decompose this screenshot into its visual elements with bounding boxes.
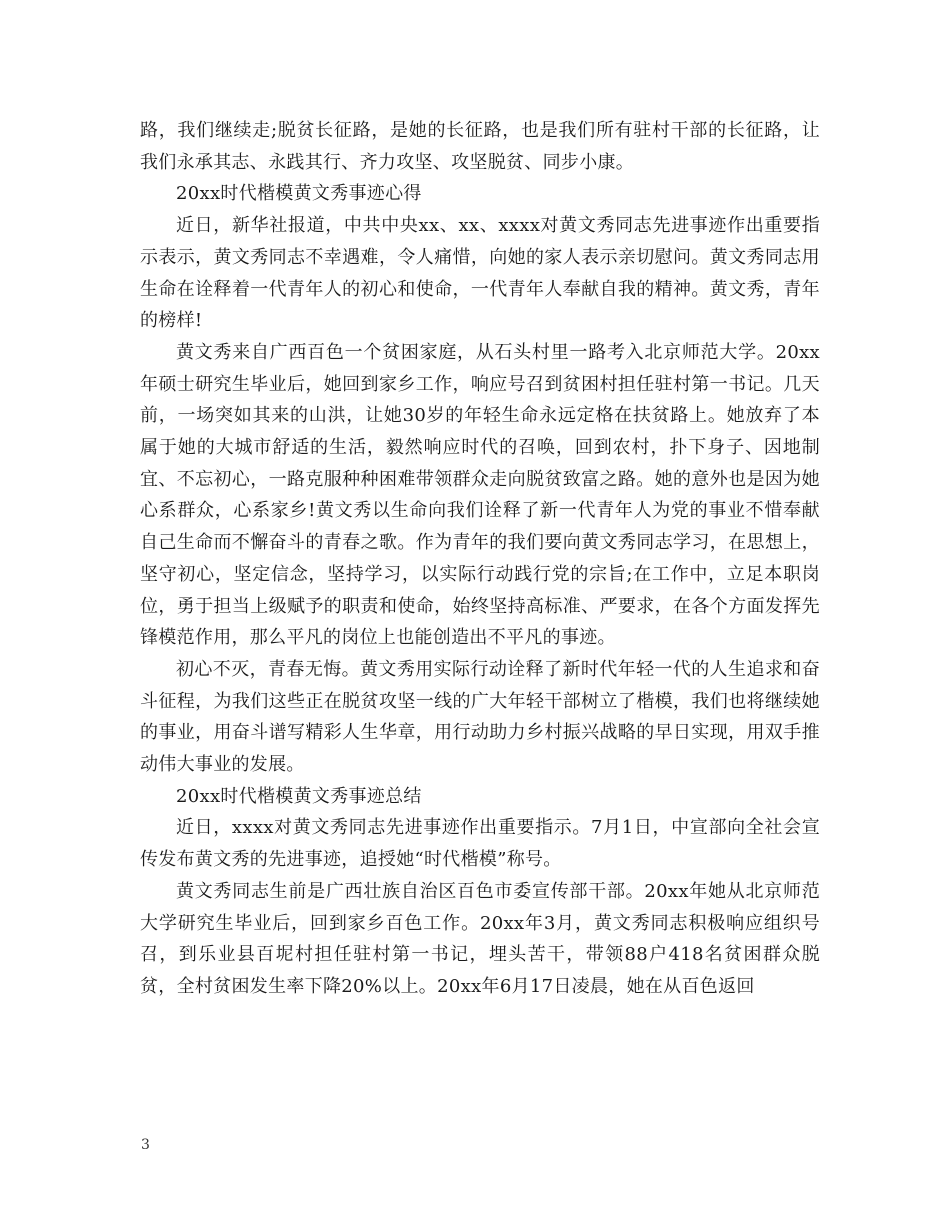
paragraph-3: 黄文秀来自广西百色一个贫困家庭，从石头村里一路考入北京师范大学。20xx年硕士研究生毕业后，她回到家乡工作，响应号召到贫困村担任驻村第一书记。几天前，一场突如其来的山洪，让她30岁的年轻生命永远定格在扶贫路上。她放弃了本属于她的大城市舒适的生活，毅然响应时代的召唤，回到农村，扑下身子、因地制宜、不忘初心，一路克服种种困难带领群众走向脱贫致富之路。她的意外也是因为她心系群众，心系家乡!黄文秀以生命向我们诠释了新一代青年人为党的事业不惜奉献自己生命而不懈奋斗的青春之歌。作为青年的我们要向黄文秀同志学习，在思想上，坚守初心，坚定信念，坚持学习，以实际行动践行党的宗旨;在工作中，立足本职岗位，勇于担当上级赋予的职责和使命，始终坚持高标准、严要求，在各个方面发挥先锋模范作用，那么平凡的岗位上也能创造出不平凡的事迹。 [140, 341, 820, 649]
paragraph-6: 黄文秀同志生前是广西壮族自治区百色市委宣传部干部。20xx年她从北京师范大学研究生毕业后，回到家乡百色工作。20xx年3月，黄文秀同志积极响应组织号召，到乐业县百坭村担任驻村第一书记，埋头苦干，带领88户418名贫困群众脱贫，全村贫困发生率下降20%以上。20xx年6月17日凌晨，她在从百色返回 [140, 880, 820, 997]
paragraph-2: 近日，新华社报道，中共中央xx、xx、xxxx对黄文秀同志先进事迹作出重要指示表示，黄文秀同志不幸遇难，令人痛惜，向她的家人表示亲切慰问。黄文秀同志用生命在诠释着一代青年人的初心和使命，一代青年人奉献自我的精神。黄文秀，青年的榜样! [140, 215, 820, 332]
section-heading-1: 20xx时代楷模黄文秀事迹心得 [176, 183, 422, 205]
document-body [140, 115, 820, 1003]
page-number: 3 [141, 1137, 150, 1153]
paragraph-5: 近日，xxxx对黄文秀同志先进事迹作出重要指示。7月1日，中宣部向全社会宣传发布黄文秀的先进事迹，追授她“时代楷模”称号。 [140, 817, 820, 871]
section-heading-2: 20xx时代楷模黄文秀事迹总结 [176, 785, 422, 807]
paragraph-1: 路，我们继续走;脱贫长征路，是她的长征路，也是我们所有驻村干部的长征路，让我们永承其志、永践其行、齐力攻坚、攻坚脱贫、同步小康。 [140, 120, 820, 173]
paragraph-4: 初心不灭，青春无悔。黄文秀用实际行动诠释了新时代年轻一代的人生追求和奋斗征程，为我们这些正在脱贫攻坚一线的广大年轻干部树立了楷模，我们也将继续她的事业，用奋斗谱写精彩人生华章，用行动助力乡村振兴战略的早日实现，用双手推动伟大事业的发展。 [140, 658, 820, 776]
